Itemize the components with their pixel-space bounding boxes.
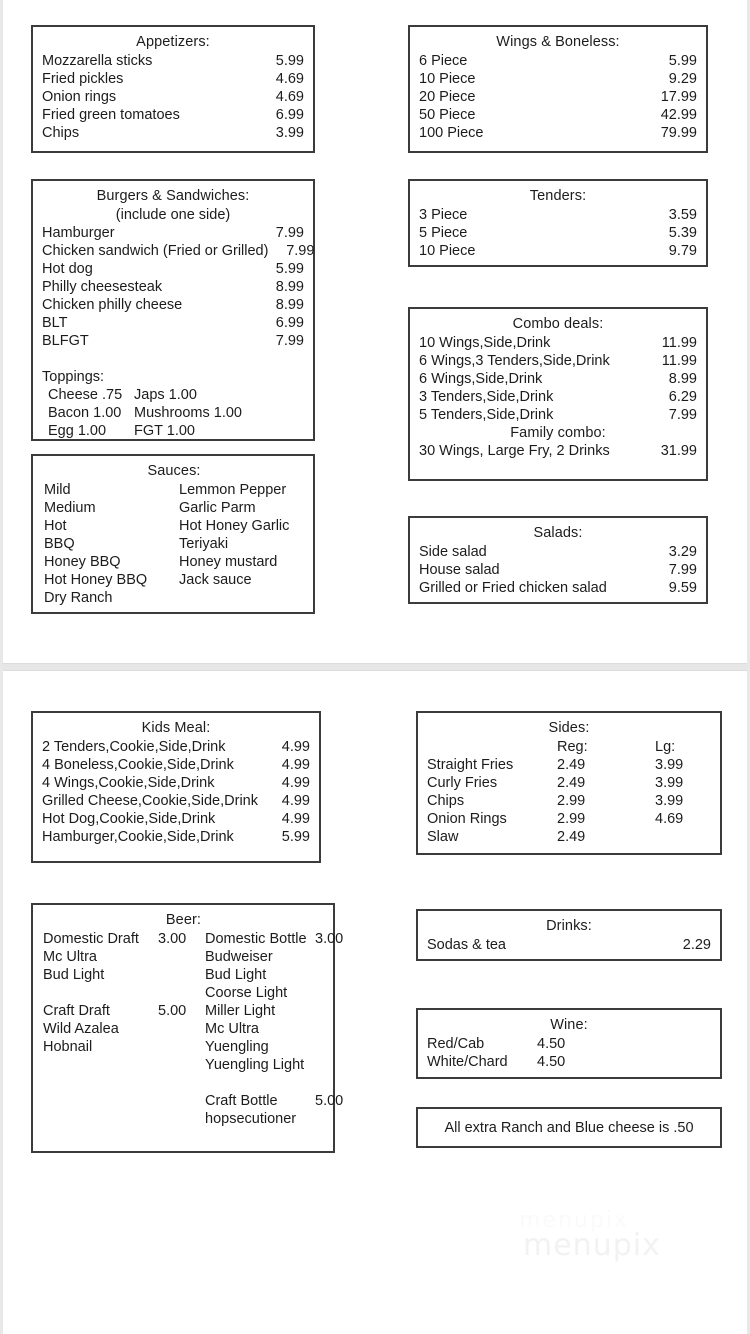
sides-row bbox=[427, 810, 711, 828]
item-price-lg: 3.99 bbox=[655, 793, 684, 809]
item-name: 50 Piece bbox=[419, 106, 476, 123]
sauce-right: Honey mustard bbox=[179, 553, 278, 570]
sauce-left: BBQ bbox=[44, 535, 75, 552]
appetizers-box bbox=[31, 25, 315, 153]
beer-right-cell bbox=[205, 1074, 319, 1092]
item-price: 5.99 bbox=[668, 52, 697, 69]
item-price: 11.99 bbox=[661, 352, 697, 369]
wings-title: Wings & Boneless: bbox=[496, 34, 620, 50]
item-price: 7.99 bbox=[668, 561, 697, 578]
item-price-lg: 3.99 bbox=[655, 775, 684, 791]
drinks-box bbox=[416, 909, 722, 961]
beer-name: Bud Light bbox=[43, 966, 105, 983]
burgers-subtitle: (include one side) bbox=[115, 206, 231, 223]
item-name: Grilled or Fried chicken salad bbox=[419, 579, 607, 596]
beer-name: Miller Light bbox=[205, 1002, 276, 1019]
topping-right: Japs 1.00 bbox=[134, 387, 197, 403]
menu-page-1 bbox=[3, 0, 747, 663]
tenders-box bbox=[408, 179, 708, 267]
item-name: 3 Tenders,Side,Drink bbox=[419, 388, 554, 405]
beer-name bbox=[205, 1074, 315, 1092]
kids-title: Kids Meal: bbox=[141, 720, 211, 736]
beer-price bbox=[158, 1074, 162, 1092]
menu-item-row bbox=[419, 352, 697, 370]
beer-price bbox=[315, 1074, 319, 1092]
item-name: Chicken philly cheese bbox=[42, 297, 183, 313]
beer-left-cell bbox=[43, 1092, 205, 1110]
item-price: 3.59 bbox=[668, 206, 697, 223]
menu-item-row bbox=[42, 70, 304, 88]
item-name: Chicken sandwich (Fried or Grilled) bbox=[42, 243, 269, 259]
appetizers-rows bbox=[42, 52, 304, 142]
combo-rows bbox=[419, 334, 697, 424]
item-price: 17.99 bbox=[660, 88, 697, 105]
beer-row bbox=[43, 948, 324, 966]
item-name: 10 Piece bbox=[419, 70, 476, 87]
item-price: 8.99 bbox=[275, 297, 304, 313]
beer-name: Mc Ultra bbox=[43, 948, 97, 965]
extra-charge-note-box bbox=[416, 1107, 722, 1148]
item-name: Red/Cab bbox=[427, 1035, 485, 1052]
beer-box bbox=[31, 903, 344, 1153]
topping-left: Cheese .75 bbox=[48, 387, 123, 403]
beer-name: Bud Light bbox=[205, 966, 267, 983]
item-price: 9.79 bbox=[668, 242, 697, 259]
beer-row bbox=[43, 966, 324, 984]
item-name: Fried pickles bbox=[42, 70, 124, 87]
item-name: Hot Dog,Cookie,Side,Drink bbox=[42, 810, 216, 827]
item-price: 5.99 bbox=[275, 52, 304, 69]
sauce-row bbox=[44, 481, 304, 499]
item-price: 11.99 bbox=[661, 334, 697, 351]
wine-box bbox=[416, 1008, 722, 1079]
beer-left-cell bbox=[43, 1074, 205, 1092]
item-price: 79.99 bbox=[660, 124, 697, 141]
topping-left: Egg 1.00 bbox=[48, 423, 107, 439]
menu-item-row bbox=[42, 296, 304, 314]
beer-price bbox=[315, 1020, 319, 1038]
topping-right: FGT 1.00 bbox=[134, 423, 195, 439]
item-price: 8.99 bbox=[275, 279, 304, 295]
item-price: 5.99 bbox=[281, 828, 310, 845]
watermark-ghost: menupix bbox=[519, 1208, 629, 1233]
menu-item-row bbox=[419, 124, 697, 142]
item-price: 5.39 bbox=[668, 224, 697, 241]
menu-item-row bbox=[419, 579, 697, 597]
beer-name: Craft Bottle bbox=[205, 1092, 278, 1109]
topping-row bbox=[42, 422, 304, 440]
sauce-right: Jack sauce bbox=[179, 571, 252, 588]
beer-row bbox=[43, 1020, 324, 1038]
item-name: 6 Wings,Side,Drink bbox=[419, 370, 543, 387]
item-price: 4.50 bbox=[537, 1053, 566, 1070]
item-name: Hamburger,Cookie,Side,Drink bbox=[42, 828, 234, 845]
sauce-right: Garlic Parm bbox=[179, 499, 256, 516]
beer-price bbox=[315, 1002, 319, 1020]
item-name: 30 Wings, Large Fry, 2 Drinks bbox=[419, 443, 610, 459]
item-name: 5 Piece bbox=[419, 224, 468, 241]
item-price: 4.69 bbox=[275, 70, 304, 87]
item-price: 6.99 bbox=[275, 106, 304, 123]
beer-row bbox=[43, 1110, 324, 1128]
item-name: Grilled Cheese,Cookie,Side,Drink bbox=[42, 792, 258, 809]
menu-item-row bbox=[42, 738, 310, 756]
topping-row bbox=[42, 404, 304, 422]
item-name: 20 Piece bbox=[419, 88, 476, 105]
sauce-row bbox=[44, 517, 304, 535]
beer-name: Domestic Draft bbox=[43, 930, 139, 947]
beer-name: Yuengling bbox=[205, 1038, 269, 1055]
beer-row bbox=[43, 1038, 324, 1056]
item-price: 4.99 bbox=[281, 774, 310, 791]
combo-title: Combo deals: bbox=[512, 316, 604, 332]
item-name: 10 Piece bbox=[419, 242, 476, 259]
item-price-lg: 3.99 bbox=[655, 757, 684, 773]
sauces-box bbox=[31, 454, 315, 614]
menu-item-row bbox=[427, 1035, 711, 1053]
item-name: Sodas & tea bbox=[427, 936, 506, 953]
burgers-sandwiches-box bbox=[31, 179, 315, 441]
wings-rows bbox=[419, 52, 697, 142]
menu-item-row bbox=[419, 442, 697, 460]
menu-page-2 bbox=[3, 671, 747, 1334]
menu-item-row bbox=[419, 561, 697, 579]
item-name: Hot dog bbox=[42, 261, 93, 277]
menu-item-row bbox=[42, 756, 310, 774]
menu-item-row bbox=[419, 106, 697, 124]
kids-rows bbox=[42, 738, 310, 846]
menu-item-row bbox=[419, 70, 697, 88]
sides-column-headers bbox=[427, 738, 711, 757]
beer-name bbox=[43, 1074, 158, 1092]
item-price-lg bbox=[655, 828, 725, 846]
item-price-lg: 4.69 bbox=[655, 811, 684, 827]
sauce-left: Mild bbox=[44, 481, 71, 498]
sides-row bbox=[427, 756, 711, 774]
sauce-left: Hot bbox=[44, 517, 67, 534]
salads-rows bbox=[419, 543, 697, 597]
beer-price: 3.00 bbox=[315, 930, 344, 947]
toppings-list bbox=[42, 386, 304, 440]
item-price: 4.69 bbox=[275, 88, 304, 105]
beer-price bbox=[315, 1056, 319, 1074]
menu-item-row bbox=[42, 332, 304, 350]
item-name: Fried green tomatoes bbox=[42, 106, 180, 123]
menu-item-row bbox=[419, 334, 697, 352]
sauce-row bbox=[44, 553, 304, 571]
toppings-label: Toppings: bbox=[42, 369, 105, 385]
item-name: White/Chard bbox=[427, 1053, 508, 1070]
item-name: Mozzarella sticks bbox=[42, 52, 153, 69]
menu-item-row bbox=[42, 314, 304, 332]
beer-name bbox=[43, 1110, 158, 1128]
menu-item-row bbox=[42, 278, 304, 296]
beer-price bbox=[315, 1110, 319, 1128]
beer-price bbox=[158, 1092, 162, 1110]
beer-name: Coorse Light bbox=[205, 984, 288, 1001]
beer-row-blank bbox=[43, 1074, 324, 1092]
menu-item-row bbox=[419, 88, 697, 106]
beer-price bbox=[315, 984, 319, 1002]
salads-title: Salads: bbox=[533, 525, 583, 541]
family-combo-title: Family combo: bbox=[510, 424, 606, 441]
beer-right-cell bbox=[205, 1110, 319, 1128]
extra-charge-note-text: All extra Ranch and Blue cheese is .50 bbox=[444, 1119, 694, 1136]
drinks-rows bbox=[427, 936, 711, 954]
beer-name: Mc Ultra bbox=[205, 1020, 259, 1037]
item-price-reg: 2.49 bbox=[557, 757, 586, 773]
item-name: Chips bbox=[42, 124, 80, 141]
item-price: 4.99 bbox=[281, 756, 310, 773]
item-name: 3 Piece bbox=[419, 206, 468, 223]
beer-left-cell bbox=[43, 966, 205, 984]
beer-price bbox=[158, 1020, 162, 1038]
blank-line bbox=[42, 350, 304, 368]
item-price-reg: 2.99 bbox=[557, 811, 586, 827]
menu-item-row bbox=[419, 206, 697, 224]
beer-price bbox=[315, 1038, 319, 1056]
topping-row bbox=[42, 386, 304, 404]
item-price: 3.99 bbox=[275, 124, 304, 141]
sauce-right bbox=[179, 589, 329, 607]
item-name: Onion Rings bbox=[427, 811, 507, 827]
sides-reg-header: Reg: bbox=[557, 738, 588, 755]
sauce-row bbox=[44, 589, 304, 607]
beer-price bbox=[158, 966, 162, 984]
item-name: Onion rings bbox=[42, 88, 117, 105]
beer-price bbox=[315, 948, 319, 966]
beer-price bbox=[158, 1110, 162, 1128]
menu-item-row bbox=[419, 52, 697, 70]
burgers-rows bbox=[42, 224, 315, 350]
menu-item-row bbox=[42, 828, 310, 846]
beer-name: hopsecutioner bbox=[205, 1110, 297, 1127]
sides-lg-header: Lg: bbox=[655, 738, 676, 755]
sauce-right: Hot Honey Garlic bbox=[179, 517, 290, 534]
beer-name: Wild Azalea bbox=[43, 1020, 119, 1037]
sauce-left: Medium bbox=[44, 499, 96, 516]
item-name: 6 Wings,3 Tenders,Side,Drink bbox=[419, 352, 610, 369]
salads-box bbox=[408, 516, 708, 604]
menu-item-row bbox=[42, 774, 310, 792]
beer-row bbox=[43, 1056, 324, 1074]
sauce-right: Teriyaki bbox=[179, 535, 229, 552]
menu-item-row bbox=[419, 543, 697, 561]
item-price: 9.29 bbox=[668, 70, 697, 87]
beer-row bbox=[43, 1092, 344, 1110]
beer-price: 5.00 bbox=[158, 1002, 187, 1019]
beer-name: Yuengling Light bbox=[205, 1056, 305, 1073]
beer-left-cell bbox=[43, 1002, 205, 1020]
beer-price: 3.00 bbox=[158, 930, 187, 947]
menu-item-row bbox=[419, 224, 697, 242]
menu-item-row bbox=[42, 88, 304, 106]
beer-right-cell bbox=[205, 948, 319, 966]
beer-left-cell bbox=[43, 948, 205, 966]
item-price: 6.29 bbox=[668, 388, 697, 405]
beer-right-cell bbox=[205, 1038, 319, 1056]
beer-row bbox=[43, 1002, 324, 1020]
beer-name bbox=[43, 1056, 158, 1074]
beer-left-cell bbox=[43, 1110, 205, 1128]
beer-name: Budweiser bbox=[205, 948, 273, 965]
item-price: 5.99 bbox=[275, 261, 304, 277]
topping-right: Mushrooms 1.00 bbox=[134, 405, 242, 421]
item-name: BLFGT bbox=[42, 333, 89, 349]
item-name: Curly Fries bbox=[427, 775, 498, 791]
sauce-left: Honey BBQ bbox=[44, 553, 121, 570]
sauces-title: Sauces: bbox=[147, 463, 201, 479]
sides-row bbox=[427, 774, 711, 792]
toppings-heading bbox=[42, 368, 304, 386]
item-price: 8.99 bbox=[668, 370, 697, 387]
beer-left-cell bbox=[43, 930, 205, 948]
item-name: Slaw bbox=[427, 829, 459, 845]
item-price: 3.29 bbox=[668, 543, 697, 560]
topping-left: Bacon 1.00 bbox=[48, 405, 122, 421]
item-name: 100 Piece bbox=[419, 124, 484, 141]
beer-row bbox=[43, 984, 324, 1002]
family-combo-rows bbox=[419, 442, 697, 460]
beer-right-cell bbox=[205, 930, 343, 948]
menu-item-row bbox=[42, 106, 304, 124]
sides-name-header bbox=[427, 738, 557, 757]
item-price: 7.99 bbox=[286, 243, 315, 259]
menu-item-row bbox=[42, 810, 310, 828]
item-name: Chips bbox=[427, 793, 465, 809]
beer-left-cell bbox=[43, 1020, 205, 1038]
item-price: 7.99 bbox=[668, 406, 697, 423]
sides-row bbox=[427, 828, 711, 846]
menu-item-row bbox=[42, 224, 304, 242]
menu-item-row bbox=[42, 52, 304, 70]
item-name: 4 Wings,Cookie,Side,Drink bbox=[42, 774, 215, 791]
item-price: 4.50 bbox=[537, 1035, 566, 1052]
item-price-reg: 2.49 bbox=[557, 775, 586, 791]
menu-item-row bbox=[419, 242, 697, 260]
sides-row bbox=[427, 792, 711, 810]
beer-price bbox=[158, 948, 162, 966]
wine-title: Wine: bbox=[550, 1017, 588, 1033]
item-name: Hamburger bbox=[42, 225, 115, 241]
beer-right-cell bbox=[205, 966, 319, 984]
sides-box bbox=[416, 711, 722, 855]
sauce-left: Dry Ranch bbox=[44, 589, 113, 606]
beer-name bbox=[43, 1092, 158, 1110]
sauce-left: Hot Honey BBQ bbox=[44, 571, 148, 588]
item-price: 2.29 bbox=[682, 936, 711, 953]
kids-meal-box bbox=[31, 711, 321, 863]
beer-name: Domestic Bottle bbox=[205, 930, 307, 947]
beer-title: Beer: bbox=[165, 912, 202, 928]
item-name: Philly cheesesteak bbox=[42, 279, 163, 295]
item-price: 31.99 bbox=[660, 443, 697, 459]
item-price: 7.99 bbox=[275, 225, 304, 241]
sauce-row bbox=[44, 535, 304, 553]
item-price: 42.99 bbox=[660, 106, 697, 123]
beer-right-cell bbox=[205, 984, 319, 1002]
menu-item-row bbox=[427, 936, 711, 954]
tenders-rows bbox=[419, 206, 697, 260]
menu-item-row bbox=[419, 406, 697, 424]
beer-right-cell bbox=[205, 1020, 319, 1038]
sauce-row bbox=[44, 499, 304, 517]
burgers-title: Burgers & Sandwiches: bbox=[96, 188, 250, 204]
beer-price: 5.00 bbox=[315, 1092, 344, 1109]
item-name: House salad bbox=[419, 561, 500, 578]
item-price: 4.99 bbox=[281, 738, 310, 755]
beer-right-cell bbox=[205, 1056, 319, 1074]
item-name: 6 Piece bbox=[419, 52, 468, 69]
item-price-reg: 2.49 bbox=[557, 829, 586, 845]
beer-left-cell bbox=[43, 984, 205, 1002]
wings-box bbox=[408, 25, 708, 153]
beer-price bbox=[158, 1038, 162, 1056]
item-price: 4.99 bbox=[281, 810, 310, 827]
sauce-right: Lemmon Pepper bbox=[179, 481, 287, 498]
menu-item-row bbox=[427, 1053, 711, 1071]
beer-price bbox=[158, 984, 162, 1002]
item-name: Straight Fries bbox=[427, 757, 514, 773]
beer-left-cell bbox=[43, 1038, 205, 1056]
page-separator bbox=[3, 663, 747, 671]
tenders-title: Tenders: bbox=[529, 188, 587, 204]
appetizers-title: Appetizers: bbox=[136, 34, 210, 50]
beer-name: Craft Draft bbox=[43, 1002, 110, 1019]
item-price-reg: 2.99 bbox=[557, 793, 586, 809]
beer-price bbox=[315, 966, 319, 984]
beer-name: Hobnail bbox=[43, 1038, 93, 1055]
menu-item-row bbox=[42, 124, 304, 142]
menu-item-row bbox=[42, 792, 310, 810]
item-price: 4.99 bbox=[281, 792, 310, 809]
beer-left-cell bbox=[43, 1056, 205, 1074]
beer-right-cell bbox=[205, 1002, 319, 1020]
sauce-row bbox=[44, 571, 304, 589]
item-price: 6.99 bbox=[275, 315, 304, 331]
item-name: 4 Boneless,Cookie,Side,Drink bbox=[42, 756, 234, 773]
drinks-title: Drinks: bbox=[546, 918, 592, 934]
combo-deals-box bbox=[408, 307, 708, 481]
item-price: 7.99 bbox=[275, 333, 304, 349]
item-name: 5 Tenders,Side,Drink bbox=[419, 406, 554, 423]
beer-price bbox=[158, 1056, 162, 1074]
beer-name bbox=[43, 984, 158, 1002]
item-price: 9.59 bbox=[668, 579, 697, 596]
item-name: BLT bbox=[42, 315, 68, 331]
sides-title: Sides: bbox=[548, 720, 590, 736]
menu-item-row bbox=[42, 260, 304, 278]
menu-item-row bbox=[419, 388, 697, 406]
item-name: Side salad bbox=[419, 543, 487, 560]
beer-row bbox=[43, 930, 344, 948]
item-name: 2 Tenders,Cookie,Side,Drink bbox=[42, 738, 226, 755]
menu-item-row bbox=[42, 242, 315, 260]
menu-item-row bbox=[419, 370, 697, 388]
beer-right-cell bbox=[205, 1092, 343, 1110]
menupix-watermark: menupix bbox=[523, 1228, 661, 1263]
item-name: 10 Wings,Side,Drink bbox=[419, 334, 551, 351]
